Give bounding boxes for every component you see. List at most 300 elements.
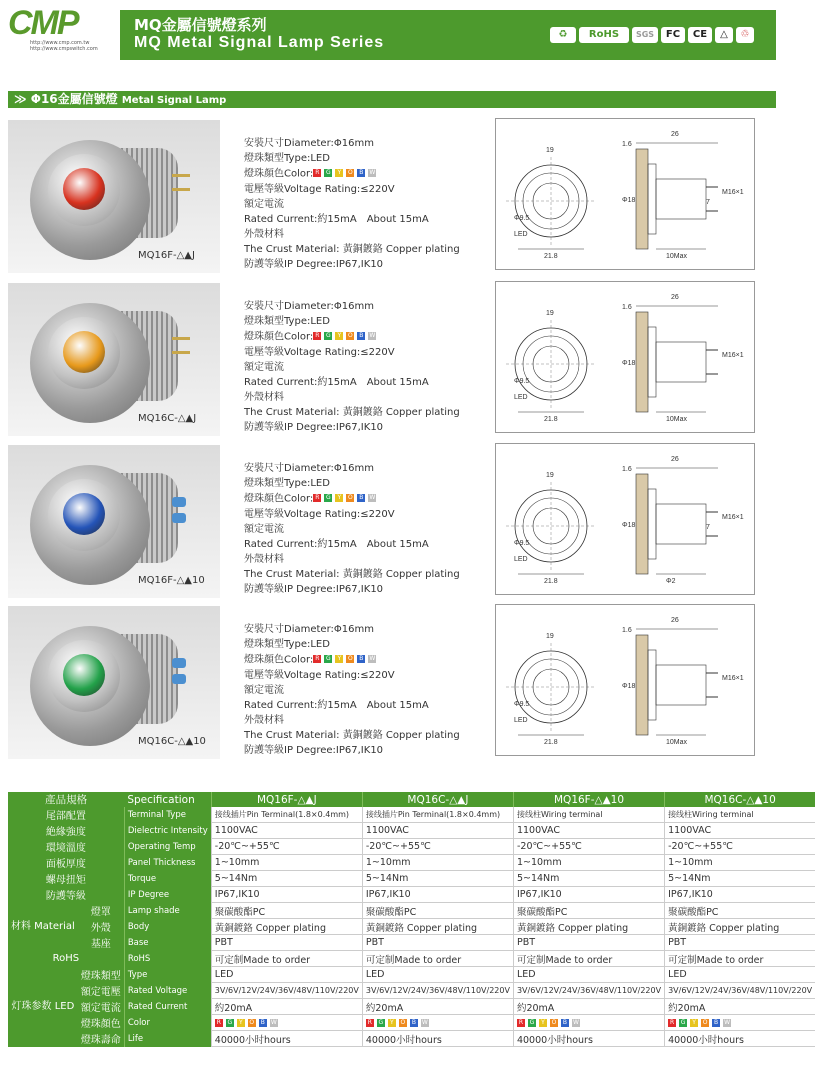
dim-26: 26 (671, 294, 679, 301)
dim-phi9-5: Φ9.5 (514, 215, 530, 222)
spec-text: 防護等級IP Degree:IP67,IK10 (244, 421, 384, 433)
table-row (8, 823, 815, 839)
dim-7: 7 (706, 199, 710, 206)
color-swatch: Y (690, 1019, 698, 1027)
dim-thread: M16×1 (722, 514, 744, 521)
product-specs (244, 461, 460, 597)
product-specs (244, 622, 460, 758)
color-swatch: O (347, 169, 353, 176)
spec-text: 安裝尺寸Diameter:Φ16mm (244, 624, 374, 635)
product-photo (8, 120, 220, 273)
spec-line (244, 212, 460, 227)
dim-led: LED (514, 717, 528, 724)
table-cell: -20℃~+55℃ (513, 839, 664, 855)
table-cell: 40000小时hours (211, 1031, 362, 1047)
table-cell: 約20mA (513, 999, 664, 1015)
color-swatch: G (378, 1018, 384, 1026)
sgs-badge: SGS (632, 27, 658, 43)
rohs-badge: RoHS (579, 27, 629, 43)
color-swatch: Y (335, 169, 343, 177)
row-label-en: Body (124, 919, 211, 935)
spec-line (244, 491, 460, 507)
table-row (8, 951, 815, 967)
dim-21-8: 21.8 (544, 739, 558, 746)
dim-7: 7 (706, 524, 710, 531)
spec-text: 電壓等級Voltage Rating:≤220V (244, 508, 395, 520)
model-label: MQ16C-△▲J (138, 413, 197, 424)
table-cell: 1100VAC (211, 823, 362, 839)
table-row (8, 919, 815, 935)
spec-text: 防護等級IP Degree:IP67,IK10 (244, 258, 384, 270)
table-cell: 可定制Made to order (513, 951, 664, 967)
lamp-lens (63, 493, 105, 535)
color-swatch: B (562, 1018, 568, 1026)
dim-thread: M16×1 (722, 675, 744, 682)
color-swatch: R (315, 332, 320, 339)
table-cell: 聚碳酸酯PC (362, 903, 513, 919)
warning-triangle-icon: △ (715, 27, 733, 43)
header-model-4: MQ16C-△▲10 (665, 792, 815, 807)
spec-text: The Crust Material: 黃銅鍍鉻 Copper plating (244, 243, 460, 255)
table-cell-colors (513, 1015, 664, 1031)
table-cell: 1~10mm (362, 855, 513, 871)
color-swatch: O (400, 1018, 406, 1026)
header-model-1: MQ16F-△▲J (211, 792, 362, 807)
dim-bottom: Φ2 (666, 578, 676, 585)
color-swatch: O (551, 1018, 557, 1026)
color-swatch: Y (335, 332, 343, 340)
table-cell: 5~14Nm (211, 871, 362, 887)
color-swatch: R (315, 169, 320, 176)
color-swatch: O (347, 655, 353, 662)
dim-bottom: 10Max (666, 416, 688, 423)
table-cell: 可定制Made to order (211, 951, 362, 967)
spec-text: 額定電流 (244, 684, 284, 696)
dim-21-8: 21.8 (544, 578, 558, 585)
dim-phi18: Φ18 (622, 360, 636, 367)
spec-text: Rated Current:約15mA About 15mA (244, 213, 429, 225)
row-label-en: Base (124, 935, 211, 951)
table-cell: IP67,IK10 (513, 887, 664, 903)
table-row (8, 935, 815, 951)
table-cell: PBT (362, 935, 513, 951)
table-row (8, 999, 815, 1015)
dim-19: 19 (546, 633, 554, 640)
spec-text: Rated Current:約15mA About 15mA (244, 538, 429, 550)
table-cell: 5~14Nm (665, 871, 815, 887)
row-label-zh: 額定電壓 (78, 983, 125, 999)
color-swatch: W (369, 494, 376, 501)
green-cert-icon: ♻ (550, 27, 576, 43)
row-label-zh: 外殼 (78, 919, 125, 935)
product-specs (244, 136, 460, 272)
header-spec-zh: 產品規格 (8, 792, 124, 807)
spec-text: 燈珠顏色Color: (244, 168, 314, 180)
spec-text: 安裝尺寸Diameter:Φ16mm (244, 463, 374, 474)
dim-thread: M16×1 (722, 189, 744, 196)
spec-line (244, 743, 460, 758)
spec-text: The Crust Material: 黃銅鍍鉻 Copper plating (244, 729, 460, 741)
color-swatch: B (359, 494, 364, 501)
model-label: MQ16F-△▲J (138, 250, 195, 261)
spec-line (244, 552, 460, 567)
ce-badge: CE (688, 27, 712, 43)
spec-text: The Crust Material: 黃銅鍍鉻 Copper plating (244, 406, 460, 418)
lamp-lens (63, 654, 105, 696)
section-header (8, 91, 776, 108)
row-label-en: Color (124, 1015, 211, 1031)
color-swatch: G (325, 494, 331, 501)
row-label-en: Torque (124, 871, 211, 887)
table-cell: 聚碳酸酯PC (513, 903, 664, 919)
row-label-en: RoHS (124, 951, 211, 967)
table-cell: 1100VAC (665, 823, 815, 839)
dim-1-6: 1.6 (622, 304, 632, 311)
color-swatch: B (359, 169, 364, 176)
spec-line (244, 461, 460, 476)
spec-line (244, 713, 460, 728)
row-label-zh: 防護等級 (8, 887, 124, 903)
table-cell: 接线插片Pin Terminal(1.8×0.4mm) (211, 807, 362, 823)
spec-text: 外殼材料 (244, 228, 284, 240)
spec-text: 燈珠類型Type:LED (244, 639, 330, 650)
spec-line (244, 136, 460, 151)
dim-led: LED (514, 556, 528, 563)
spec-text: 燈珠類型Type:LED (244, 478, 330, 489)
color-swatch: Y (539, 1019, 547, 1027)
row-label-zh: 環境溫度 (8, 839, 124, 855)
spec-text: 外殼材料 (244, 553, 284, 565)
spec-line (244, 522, 460, 537)
dimension-drawing (495, 443, 755, 595)
spec-line (244, 227, 460, 242)
table-cell: 1100VAC (362, 823, 513, 839)
spec-line (244, 728, 460, 743)
spec-text: 額定電流 (244, 361, 284, 373)
dim-1-6: 1.6 (622, 466, 632, 473)
color-swatch: R (315, 655, 320, 662)
spec-text: The Crust Material: 黃銅鍍鉻 Copper plating (244, 568, 460, 580)
lamp-lens (63, 331, 105, 373)
dim-phi9-5: Φ9.5 (514, 701, 530, 708)
spec-line (244, 582, 460, 597)
spec-line (244, 390, 460, 405)
table-cell: 40000小时hours (362, 1031, 513, 1047)
page-title-zh: MQ金屬信號燈系列 (134, 16, 267, 34)
spec-text: 額定電流 (244, 523, 284, 535)
table-cell: 40000小时hours (665, 1031, 815, 1047)
table-cell: 1100VAC (513, 823, 664, 839)
row-label-zh: 螺母扭矩 (8, 871, 124, 887)
table-row (8, 855, 815, 871)
spec-text: 外殼材料 (244, 391, 284, 403)
spec-line (244, 182, 460, 197)
dim-phi18: Φ18 (622, 683, 636, 690)
row-label-zh: 燈珠壽命 (78, 1031, 125, 1047)
spec-text: 燈珠類型Type:LED (244, 153, 330, 164)
table-cell: -20℃~+55℃ (665, 839, 815, 855)
row-label-en: Lamp shade (124, 903, 211, 919)
color-swatch: G (325, 655, 331, 662)
spec-text: 燈珠類型Type:LED (244, 316, 330, 327)
color-swatch: B (359, 332, 364, 339)
row-label-en: Rated Current (124, 999, 211, 1015)
table-cell: 接线柱Wiring terminal (513, 807, 664, 823)
color-swatch: W (421, 1018, 428, 1026)
spec-line (244, 242, 460, 257)
spec-line (244, 257, 460, 272)
dim-phi9-5: Φ9.5 (514, 540, 530, 547)
spec-line (244, 151, 460, 166)
table-cell: IP67,IK10 (362, 887, 513, 903)
color-swatch: B (411, 1018, 416, 1026)
table-cell: PBT (513, 935, 664, 951)
model-label: MQ16F-△▲10 (138, 575, 205, 586)
dimension-drawing (495, 604, 755, 756)
group-material: 材料 Material (8, 903, 78, 951)
table-cell: 黃銅鍍鉻 Copper plating (211, 919, 362, 935)
dim-phi9-5: Φ9.5 (514, 378, 530, 385)
terminal-pins (172, 333, 198, 363)
spec-line (244, 622, 460, 637)
spec-line (244, 537, 460, 552)
table-cell: 約20mA (211, 999, 362, 1015)
header-model-3: MQ16F-△▲10 (513, 792, 664, 807)
color-swatch: W (270, 1018, 277, 1026)
row-label-zh: 燈罩 (78, 903, 125, 919)
header-model-2: MQ16C-△▲J (362, 792, 513, 807)
table-cell: -20℃~+55℃ (211, 839, 362, 855)
spec-text: Rated Current:約15mA About 15mA (244, 699, 429, 711)
dim-bottom: 10Max (666, 739, 688, 746)
table-cell: 3V/6V/12V/24V/36V/48V/110V/220V (665, 983, 815, 999)
table-cell: LED (362, 967, 513, 983)
color-swatch: O (702, 1018, 708, 1026)
spec-line (244, 314, 460, 329)
table-cell: 約20mA (362, 999, 513, 1015)
spec-line (244, 652, 460, 668)
table-cell: 1~10mm (513, 855, 664, 871)
spec-line (244, 668, 460, 683)
product-photo (8, 283, 220, 436)
color-swatches (313, 652, 379, 667)
color-swatch: G (325, 332, 331, 339)
table-row (8, 903, 815, 919)
row-label-en: Life (124, 1031, 211, 1047)
row-label-en: Terminal Type (124, 807, 211, 823)
product-photo (8, 445, 220, 598)
table-cell: LED (513, 967, 664, 983)
dim-thread: M16×1 (722, 352, 744, 359)
spec-table (8, 792, 815, 1047)
table-cell: PBT (665, 935, 815, 951)
dimension-drawing (495, 281, 755, 433)
dim-1-6: 1.6 (622, 627, 632, 634)
spec-text: 額定電流 (244, 198, 284, 210)
spec-line (244, 329, 460, 345)
table-cell: 黃銅鍍鉻 Copper plating (665, 919, 815, 935)
spec-line (244, 637, 460, 652)
color-swatch: G (529, 1018, 535, 1026)
spec-line (244, 197, 460, 212)
row-label-zh: 基座 (78, 935, 125, 951)
color-swatch: O (347, 332, 353, 339)
color-swatch: W (724, 1018, 731, 1026)
table-cell: 聚碳酸酯PC (211, 903, 362, 919)
spec-text: 安裝尺寸Diameter:Φ16mm (244, 138, 374, 149)
row-label-zh: 燈珠類型 (78, 967, 125, 983)
logo-url-1: http://www.cmp.com.tw (30, 40, 90, 46)
color-swatch: O (347, 494, 353, 501)
table-cell: 3V/6V/12V/24V/36V/48V/110V/220V (362, 983, 513, 999)
spec-line (244, 375, 460, 390)
table-cell: 1~10mm (211, 855, 362, 871)
dim-19: 19 (546, 310, 554, 317)
table-cell-colors (665, 1015, 815, 1031)
table-row (8, 1015, 815, 1031)
product-photo (8, 606, 220, 759)
color-swatch: B (359, 655, 364, 662)
spec-text: 外殼材料 (244, 714, 284, 726)
table-cell: IP67,IK10 (211, 887, 362, 903)
table-row (8, 1031, 815, 1047)
dim-26: 26 (671, 456, 679, 463)
table-cell: 接线插片Pin Terminal(1.8×0.4mm) (362, 807, 513, 823)
color-swatch: W (369, 655, 376, 662)
spec-line (244, 299, 460, 314)
color-swatches (313, 166, 379, 181)
page-title-en: MQ Metal Signal Lamp Series (134, 34, 385, 51)
table-row (8, 983, 815, 999)
dim-26: 26 (671, 617, 679, 624)
color-swatch: W (369, 169, 376, 176)
spec-line (244, 166, 460, 182)
spec-text: 電壓等級Voltage Rating:≤220V (244, 183, 395, 195)
table-cell: LED (211, 967, 362, 983)
table-cell: -20℃~+55℃ (362, 839, 513, 855)
color-swatch: B (260, 1018, 265, 1026)
section-title-zh: Φ16金屬信號燈 (30, 92, 118, 106)
dim-21-8: 21.8 (544, 416, 558, 423)
color-swatch: W (573, 1018, 579, 1026)
color-swatch: Y (335, 494, 343, 502)
spec-line (244, 405, 460, 420)
dim-phi18: Φ18 (622, 197, 636, 204)
color-swatch: W (369, 332, 376, 339)
terminal-pins (172, 170, 198, 200)
terminal-pins (172, 656, 198, 686)
color-swatch: R (367, 1018, 372, 1026)
table-cell-colors (211, 1015, 362, 1031)
table-cell: IP67,IK10 (665, 887, 815, 903)
table-cell: 黃銅鍍鉻 Copper plating (513, 919, 664, 935)
table-row (8, 887, 815, 903)
table-cell: 5~14Nm (362, 871, 513, 887)
row-label-zh: 面板厚度 (8, 855, 124, 871)
color-swatch: R (669, 1018, 675, 1026)
row-label-en: Operating Temp (124, 839, 211, 855)
row-label-zh: 額定電流 (78, 999, 125, 1015)
row-label-en: Panel Thickness (124, 855, 211, 871)
color-swatch: G (227, 1018, 233, 1026)
table-row (8, 871, 815, 887)
dimension-drawing (495, 118, 755, 270)
spec-line (244, 567, 460, 582)
color-swatch: B (714, 1018, 719, 1026)
row-label-zh: RoHS (8, 951, 124, 967)
spec-line (244, 683, 460, 698)
table-cell: 40000小时hours (513, 1031, 664, 1047)
table-row (8, 839, 815, 855)
spec-line (244, 698, 460, 713)
section-title-en: Metal Signal Lamp (121, 95, 227, 106)
color-swatch: R (315, 494, 320, 501)
table-cell: 1~10mm (665, 855, 815, 871)
group-led: 灯珠参数 LED (8, 967, 78, 1047)
spec-text: 防護等級IP Degree:IP67,IK10 (244, 583, 384, 595)
table-cell: 可定制Made to order (362, 951, 513, 967)
dim-led: LED (514, 231, 528, 238)
table-cell: 可定制Made to order (665, 951, 815, 967)
color-swatch: Y (237, 1019, 245, 1027)
spec-text: 燈珠顏色Color: (244, 493, 314, 505)
table-cell: 黃銅鍍鉻 Copper plating (362, 919, 513, 935)
fc-badge: FC (661, 27, 685, 43)
spec-line (244, 476, 460, 491)
dim-led: LED (514, 394, 528, 401)
color-swatch: Y (335, 655, 343, 663)
dim-phi18: Φ18 (622, 522, 636, 529)
product-specs (244, 299, 460, 435)
double-chevron-icon: ≫ (14, 92, 31, 106)
color-swatch: R (216, 1018, 221, 1026)
spec-line (244, 345, 460, 360)
color-swatch: R (518, 1018, 524, 1026)
table-row (8, 967, 815, 983)
color-swatch: G (325, 169, 331, 176)
table-cell: 5~14Nm (513, 871, 664, 887)
spec-text: 電壓等級Voltage Rating:≤220V (244, 346, 395, 358)
dim-26: 26 (671, 131, 679, 138)
row-label-zh: 燈珠顏色 (78, 1015, 125, 1031)
logo-text: CMP (8, 4, 78, 42)
recycle-mark-icon: ♲ (736, 27, 754, 43)
table-cell: 3V/6V/12V/24V/36V/48V/110V/220V (211, 983, 362, 999)
spec-line (244, 507, 460, 522)
model-label: MQ16C-△▲10 (138, 736, 206, 747)
spec-text: 燈珠顏色Color: (244, 331, 314, 343)
header-spec-en: Specification (124, 792, 211, 807)
row-label-zh: 尾部配置 (8, 807, 124, 823)
logo-url-2: http://www.cmpswitch.com (30, 46, 98, 52)
table-cell: 接线柱Wiring terminal (665, 807, 815, 823)
color-swatch: Y (388, 1019, 396, 1027)
lamp-lens (63, 168, 105, 210)
color-swatch: G (680, 1018, 686, 1026)
row-label-en: Dielectric Intensity (124, 823, 211, 839)
table-row (8, 807, 815, 823)
table-cell: PBT (211, 935, 362, 951)
company-logo (8, 6, 118, 50)
color-swatches (313, 491, 379, 506)
table-header-row (8, 792, 815, 807)
dim-19: 19 (546, 147, 554, 154)
spec-line (244, 360, 460, 375)
terminal-pins (172, 495, 198, 525)
row-label-en: Rated Voltage (124, 983, 211, 999)
row-label-zh: 絶緣強度 (8, 823, 124, 839)
row-label-en: IP Degree (124, 887, 211, 903)
